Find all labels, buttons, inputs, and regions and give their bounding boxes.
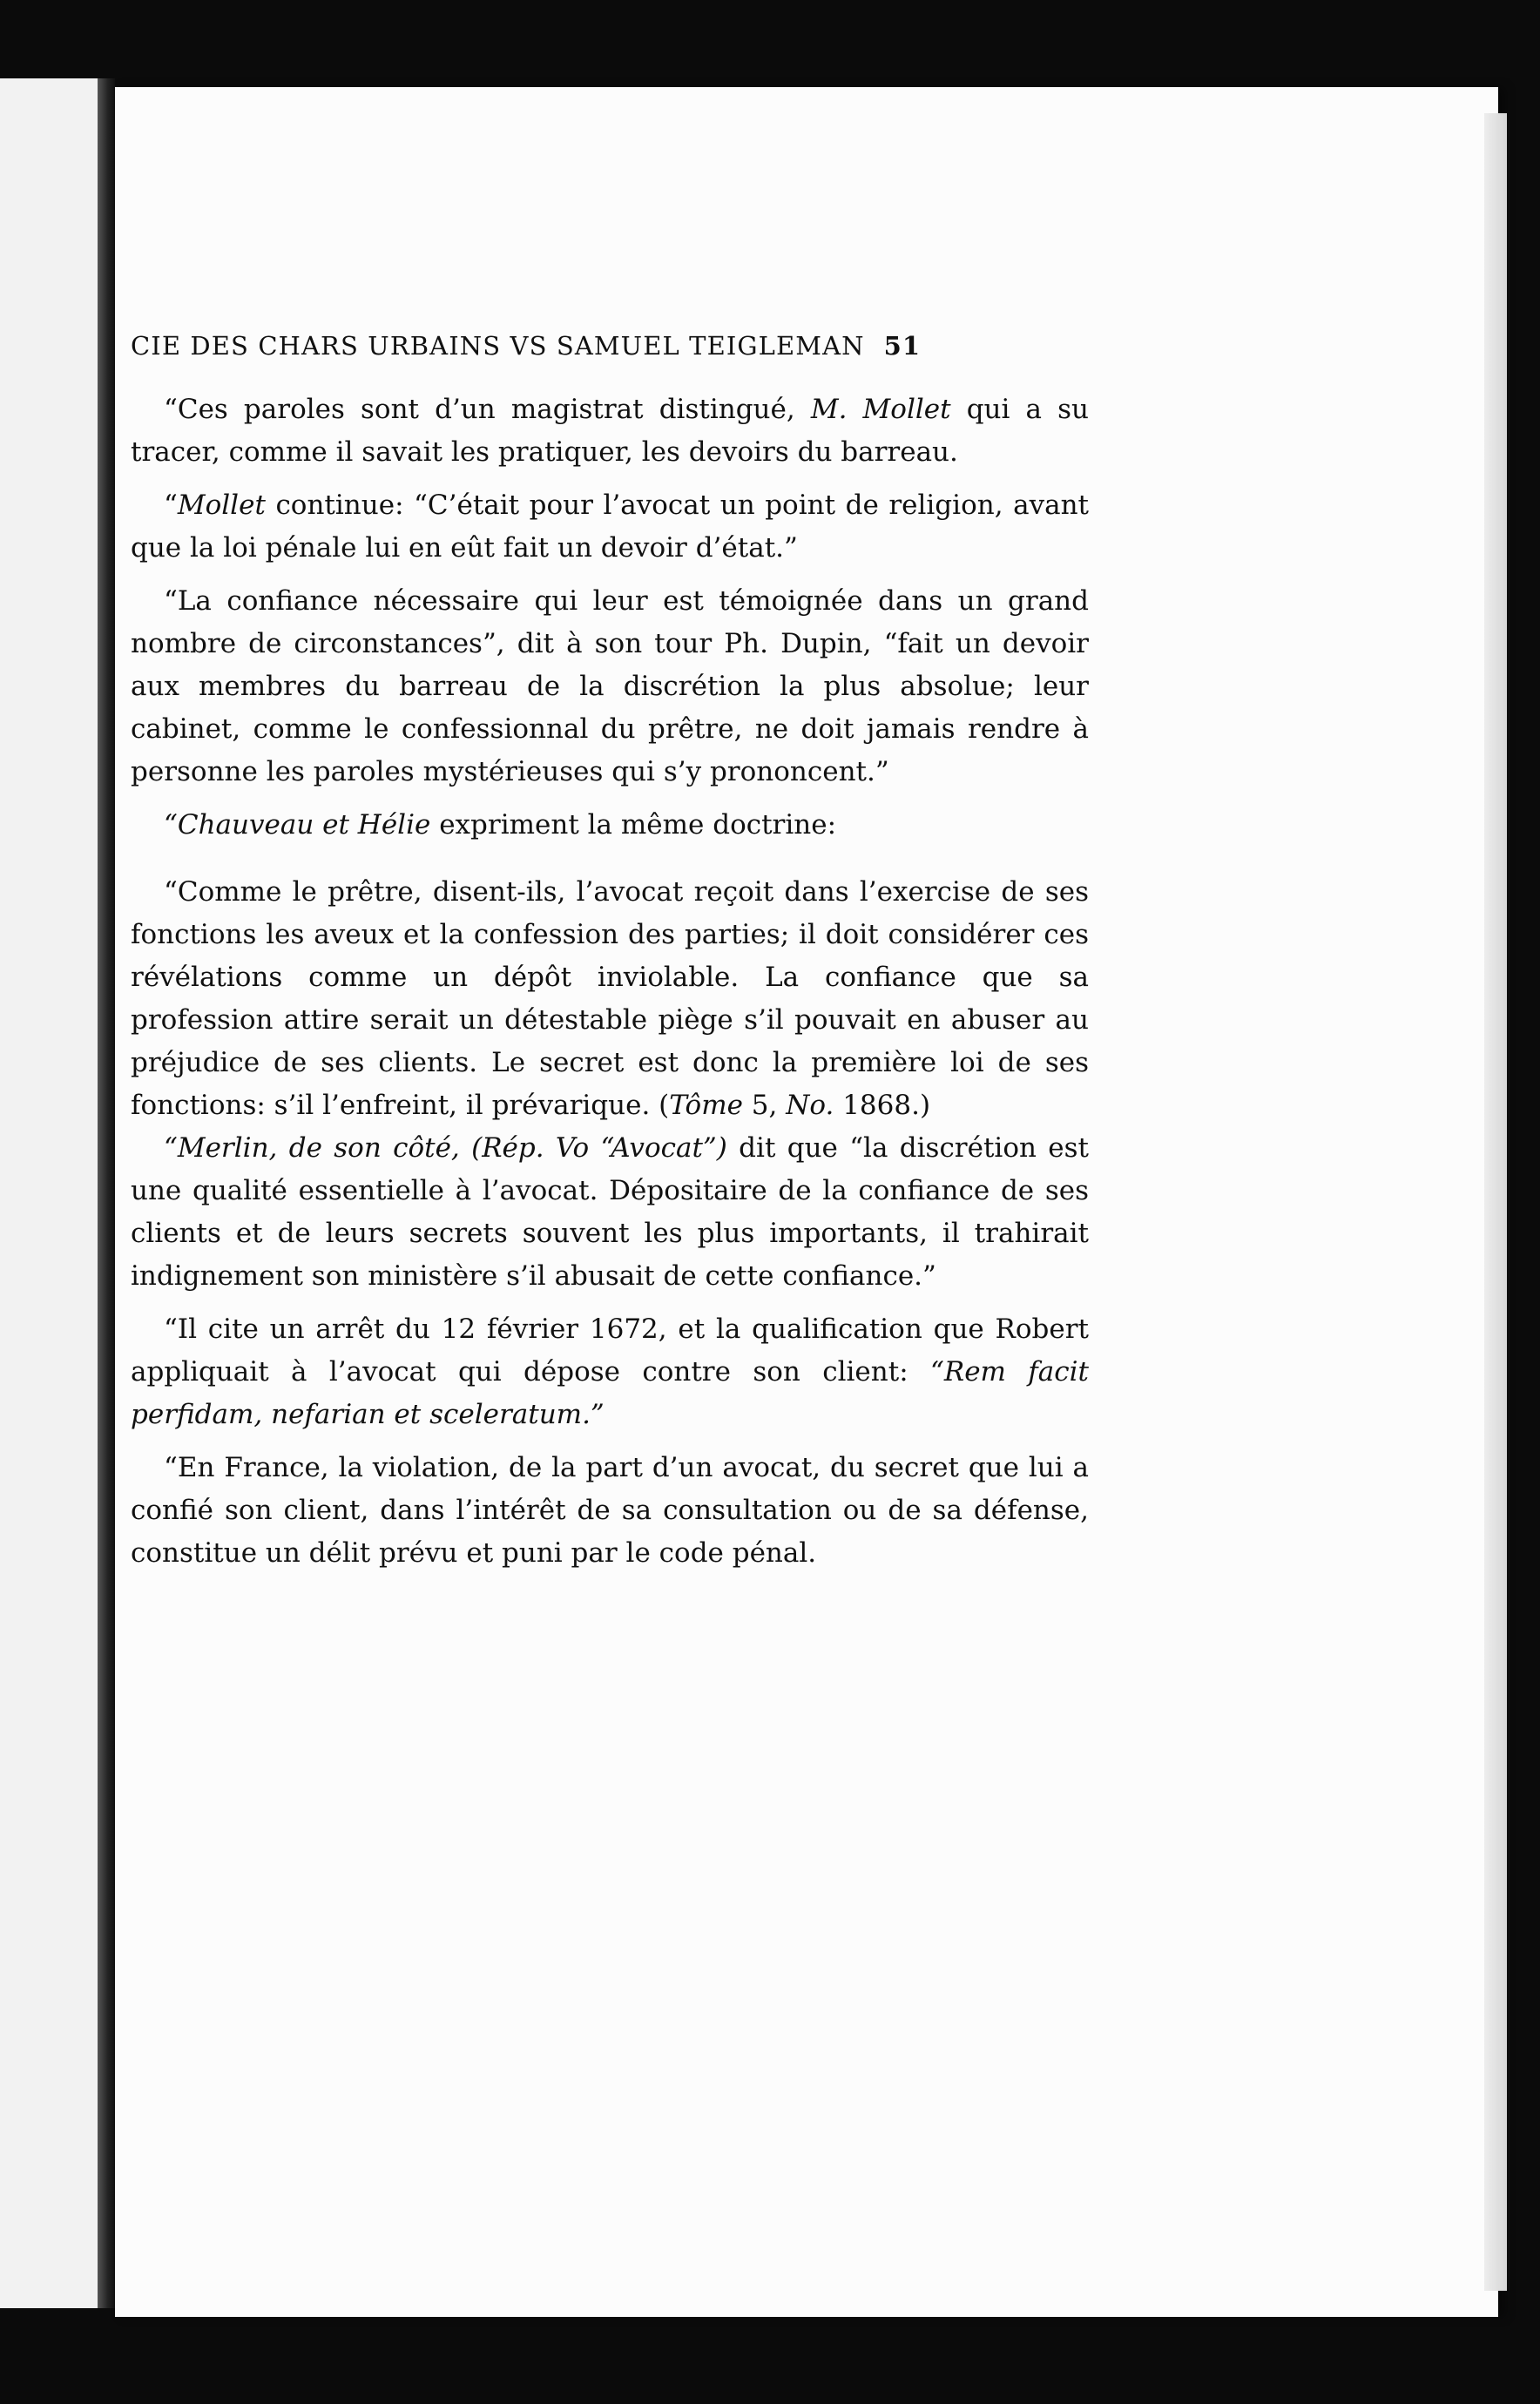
running-title: CIE DES CHARS URBAINS VS SAMUEL TEIGLEMAN <box>131 331 865 361</box>
page-edge <box>1484 113 1507 2291</box>
paragraph-7: “Il cite un arrêt du 12 février 1672, et la qualification que Robert appliquait à l’avocat qui dépose contre son client: “Rem facit perfidam, nefarian et sceleratum.” <box>131 1313 1089 1430</box>
adjacent-page-strip <box>0 78 103 2308</box>
paragraph-5: “Comme le prêtre, disent-ils, l’avocat reçoit dans l’exercise de ses fonctions les aveux et la confession des parties; il doit considérer ces révélations comme un dépôt inviolable. La confiance que sa profession attire serait un détestable piège s’il pouvait en abuser au préjudice de ses clients. Le secret est donc la première loi de ses fonctions: s’il l’enfreint, il prévarique. (Tôme 5, No. 1868.) <box>131 876 1089 1121</box>
paragraph-8: “En France, la violation, de la part d’un avocat, du secret que lui a confié son client, dans l’intérêt de sa consultation ou de sa défense, constitue un délit prévu et puni par le code pénal. <box>131 1452 1089 1569</box>
running-header <box>131 331 1089 361</box>
book-gutter <box>98 78 115 2308</box>
paragraph-2: “Mollet continue: “C’était pour l’avocat un point de religion, avant que la loi pénale lui en eût fait un devoir d’état.” <box>131 490 1089 564</box>
paragraph-4: “Chauveau et Hélie expriment la même doctrine: <box>164 809 837 841</box>
paragraph-1: “Ces paroles sont d’un magistrat distingué, M. Mollet qui a su tracer, comme il savait les pratiquer, les devoirs du barreau. <box>131 394 1089 468</box>
page-content <box>131 331 1089 1575</box>
page-number: 51 <box>883 331 922 361</box>
paragraph-6: “Merlin, de son côté, (Rép. Vo “Avocat”) dit que “la discrétion est une qualité essentielle à l’avocat. Dépositaire de la confiance de ses clients et de leurs secrets souvent les plus importants, il trahirait indignement son ministère s’il abusait de cette confiance.” <box>131 1132 1090 1292</box>
paragraph-3: “La confiance nécessaire qui leur est témoignée dans un grand nombre de circonstances”, dit à son tour Ph. Dupin, “fait un devoir aux membres du barreau de la discrétion la plus absolue; leur cabinet, comme le confessionnal du prêtre, ne doit jamais rendre à personne les paroles mystérieuses qui s’y prononcent.” <box>131 585 1089 787</box>
